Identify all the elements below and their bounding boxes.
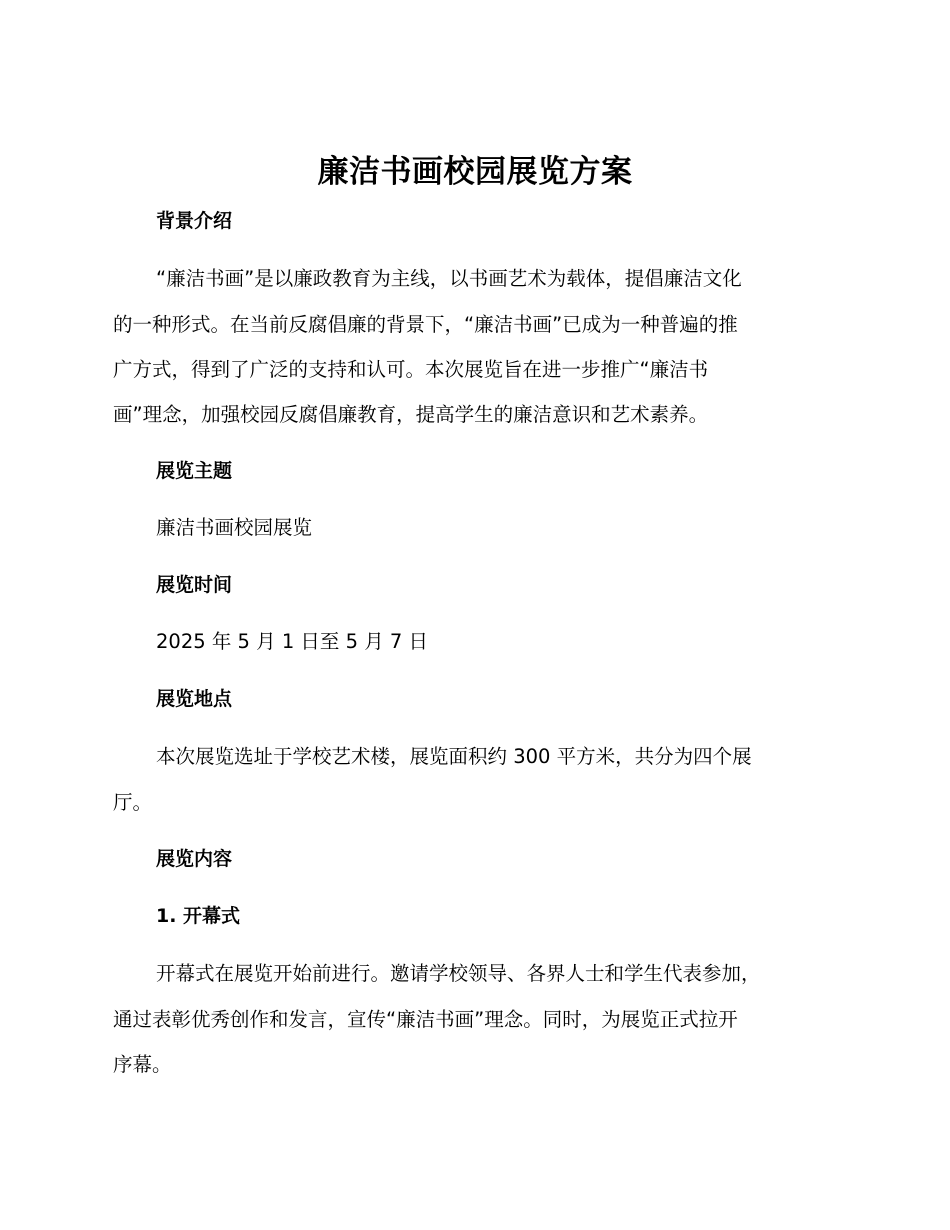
paragraph-line: 本次展览选址于学校艺术楼，展览面积约 300 平方米，共分为四个展 [156,745,752,768]
paragraph-line: 画”理念，加强校园反腐倡廉教育，提高学生的廉洁意识和艺术素养。 [113,403,709,426]
paragraph-line: 的一种形式。在当前反腐倡廉的背景下，“廉洁书画”已成为一种普遍的推 [113,313,738,336]
heading-background: 背景介绍 [156,210,233,232]
paragraph-line: 厅。 [113,791,153,814]
paragraph-line: “廉洁书画”是以廉政教育为主线，以书画艺术为载体，提倡廉洁文化 [156,267,742,290]
paragraph-line: 通过表彰优秀创作和发言，宣传“廉洁书画”理念。同时，为展览正式拉开 [113,1008,738,1031]
heading-theme: 展览主题 [156,460,233,482]
heading-time: 展览时间 [156,574,233,596]
paragraph-line: 廉洁书画校园展览 [156,516,313,539]
paragraph-line: 开幕式在展览开始前进行。邀请学校领导、各界人士和学生代表参加， [156,962,761,985]
heading-content: 展览内容 [156,848,233,870]
subheading-opening-ceremony: 1. 开幕式 [156,905,241,927]
document-title: 廉洁书画校园展览方案 [317,154,633,190]
paragraph-line: 广方式，得到了广泛的支持和认可。本次展览旨在进一步推广“廉洁书 [113,358,709,381]
paragraph-line: 序幕。 [113,1053,172,1076]
heading-location: 展览地点 [156,688,233,710]
paragraph-line: 2025 年 5 月 1 日至 5 月 7 日 [156,630,429,653]
